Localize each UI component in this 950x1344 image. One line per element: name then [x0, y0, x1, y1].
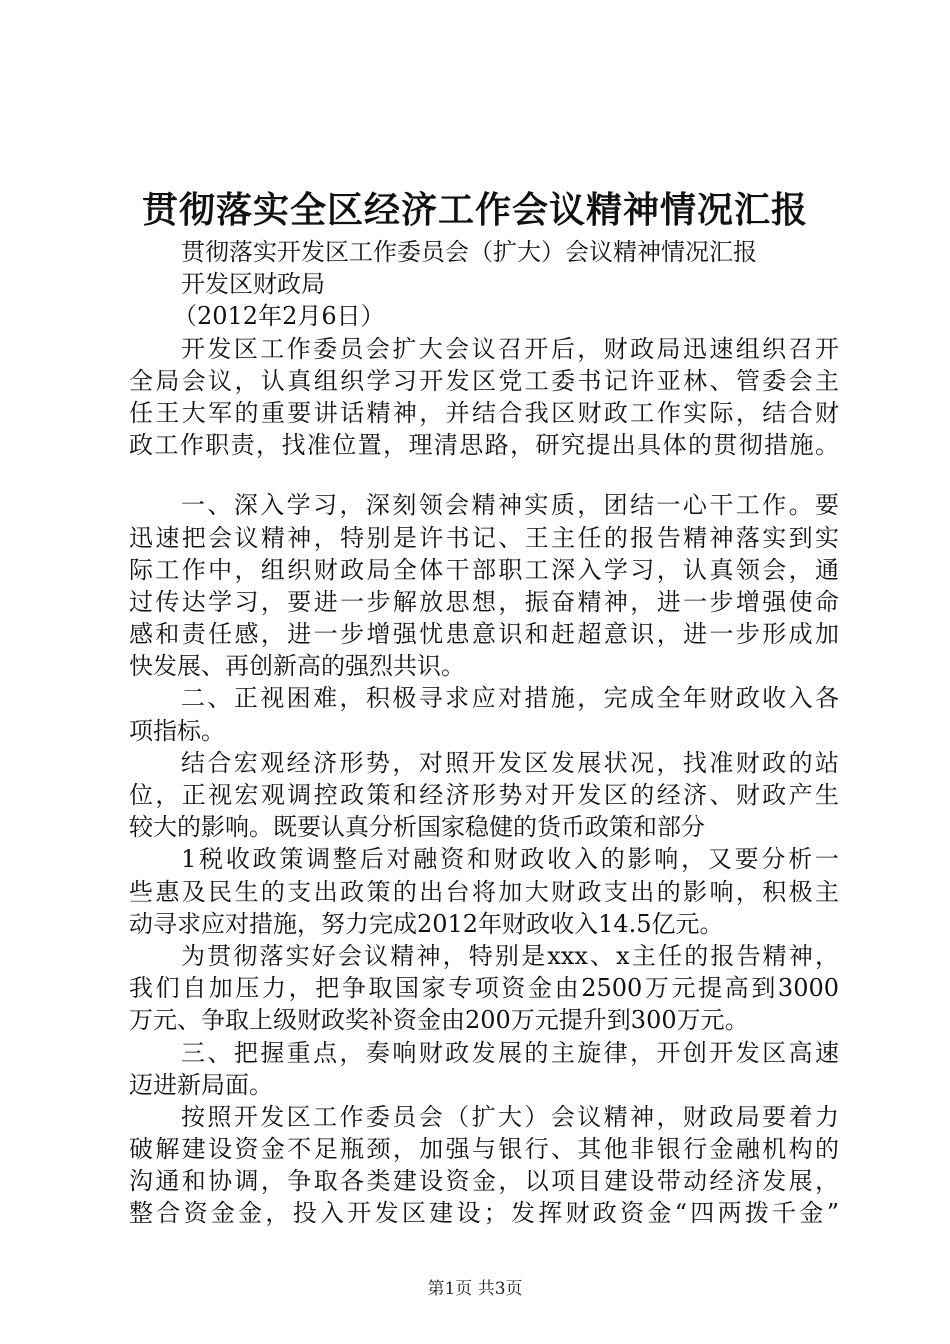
paragraph-line: 沟通和协调，争取各类建设资金，以项目建设带动经济发展，	[129, 1167, 839, 1196]
paragraph	[129, 682, 839, 746]
paragraph-line: 全局会议，认真组织学习开发区党工委书记许亚林、管委会主	[129, 366, 839, 395]
paragraph-line: 结合宏观经济形势，对照开发区发展状况，找准财政的站	[181, 748, 839, 777]
paragraph-line: 任王大军的重要讲话精神，并结合我区财政工作实际，结合财	[129, 398, 839, 427]
paragraph-line: 为贯彻落实好会议精神，特别是xxx、x主任的报告精神，	[181, 941, 839, 970]
paragraph-line: 较大的影响。既要认真分析国家稳健的货币政策和部分	[129, 813, 705, 842]
paragraph	[129, 940, 839, 1037]
paragraph-line: 位，正视宏观调控政策和经济形势对开发区的经济、财政产生	[129, 781, 839, 809]
paragraph-line: 破解建设资金不足瓶颈，加强与银行、其他非银行金融机构的	[129, 1135, 839, 1164]
paragraph-line: 动寻求应对措施，努力完成2012年财政收入14.5亿元。	[129, 909, 724, 938]
paragraph-gap	[129, 461, 839, 489]
paragraph	[129, 1037, 839, 1101]
paragraph-line: 些惠及民生的支出政策的出台将加大财政支出的影响，积极主	[129, 877, 839, 906]
paragraph-line: 开发区工作委员会扩大会议召开后，财政局迅速组织召开	[181, 334, 839, 363]
paragraph-line: 万元、争取上级财政奖补资金由200万元提升到300万元。	[129, 1006, 749, 1035]
document-title: 贯彻落实全区经济工作会议精神情况汇报	[141, 189, 808, 231]
paragraph	[129, 1101, 839, 1230]
paragraph	[129, 489, 839, 682]
paragraph-line: 过传达学习，要进一步解放思想，振奋精神，进一步增强使命	[129, 587, 839, 616]
paragraph	[129, 333, 839, 462]
page-number: 第1页 共3页	[427, 1279, 523, 1299]
date-line: （2012年2月6日）	[173, 302, 385, 331]
paragraph	[129, 843, 839, 940]
paragraph	[129, 747, 839, 844]
document-body	[129, 236, 839, 1230]
paragraph-line: 三、把握重点，奏响财政发展的主旋律，开创开发区高速	[181, 1038, 839, 1067]
paragraph-line: 二、正视困难，积极寻求应对措施，完成全年财政收入各	[181, 684, 839, 713]
subtitle-line: 贯彻落实开发区工作委员会（扩大）会议精神情况汇报	[181, 238, 757, 266]
paragraph-line: 整合资金金，投入开发区建设；发挥财政资金“四两拨千金”	[129, 1199, 839, 1228]
author-line: 开发区财政局	[181, 270, 325, 299]
paragraph-line: 项指标。	[129, 716, 225, 745]
paragraph-line: 按照开发区工作委员会（扩大）会议精神，财政局要着力	[181, 1102, 839, 1131]
paragraph-line: 迈进新局面。	[129, 1070, 273, 1099]
paragraph-line: 感和责任感，进一步增强忧患意识和赶超意识，进一步形成加	[129, 620, 839, 649]
paragraph-line: 际工作中，组织财政局全体干部职工深入学习，认真领会，通	[129, 555, 839, 584]
paragraph-line: 1税收政策调整后对融资和财政收入的影响，又要分析一	[181, 845, 839, 874]
paragraph-line: 迅速把会议精神，特别是许书记、王主任的报告精神落实到实	[129, 523, 839, 552]
paragraph-line: 一、深入学习，深刻领会精神实质，团结一心干工作。要	[181, 491, 839, 520]
paragraph-line: 政工作职责，找准位置，理清思路，研究提出具体的贯彻措施。	[129, 431, 839, 460]
paragraph-line: 我们自加压力，把争取国家专项资金由2500万元提高到3000	[129, 974, 839, 1003]
paragraph-line: 快发展、再创新高的强烈共识。	[129, 652, 465, 681]
